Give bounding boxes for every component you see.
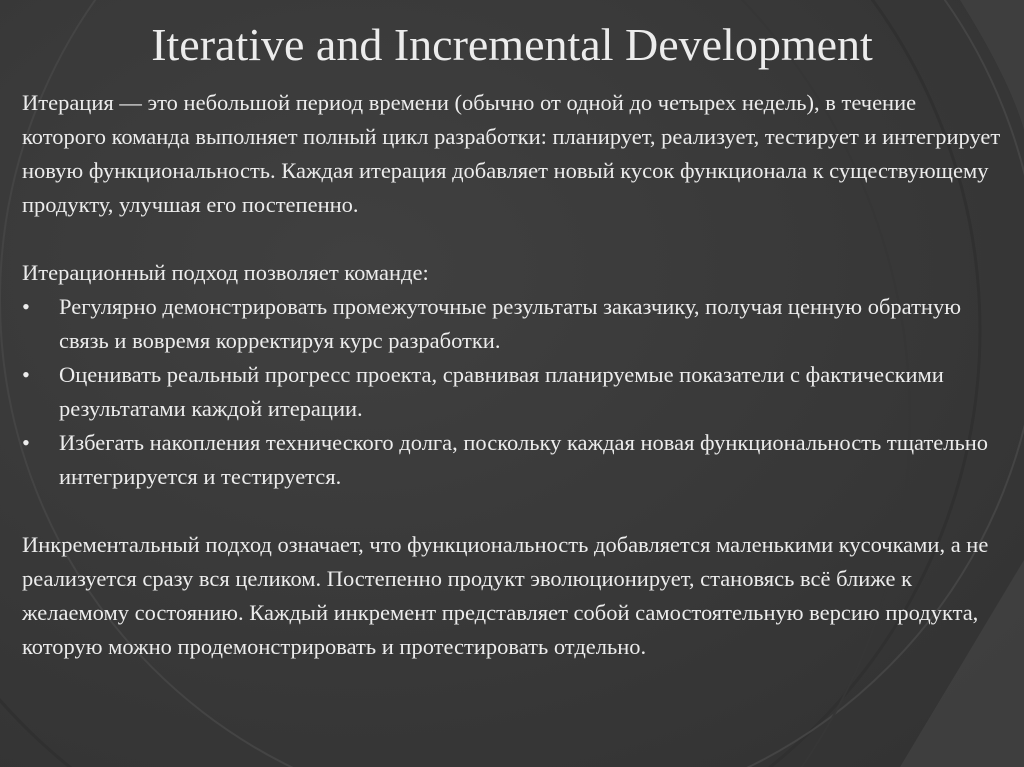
benefits-list [22,290,1002,494]
bullet-icon: • [22,362,30,387]
list-item [22,426,1002,494]
approach-lead-text: Итерационный подход позволяет команде: [22,260,429,285]
list-item-text: Избегать накопления технического долга, поскольку каждая новая функциональность тщательно интегрируется и тестируется. [59,430,989,489]
incremental-paragraph: Инкрементальный подход означает, что функциональность добавляется маленькими кусочками, а не реализуется сразу вся целиком. Постепенно продукт эволюционирует, становясь всё ближе к желаемому состоянию. Каждый инкремент представляет собой самостоятельную версию продукта, которую можно продемонстрировать и протестировать отдельно. [22,532,989,659]
paragraph-spacer [22,494,1002,528]
slide-title: Iterative and Incremental Development [151,19,873,70]
bullet-icon: • [22,430,30,455]
slide-body [22,86,1002,664]
intro-paragraph: Итерация — это небольшой период времени (обычно от одной до четырех недель), в течение которого команда выполняет полный цикл разработки: планирует, реализует, тестирует и интегрирует новую функциональность. Каждая итерация добавляет новый кусок функционала к существующему продукту, улучшая его постепенно. [22,90,1001,217]
list-item [22,358,1002,426]
list-item [22,290,1002,358]
bullet-icon: • [22,294,30,319]
paragraph-spacer [22,222,1002,256]
list-item-text: Оценивать реальный прогресс проекта, сравнивая планируемые показатели с фактическими результатами каждой итерации. [59,362,944,421]
list-item-text: Регулярно демонстрировать промежуточные результаты заказчику, получая ценную обратную связь и вовремя корректируя курс разработки. [59,294,961,353]
